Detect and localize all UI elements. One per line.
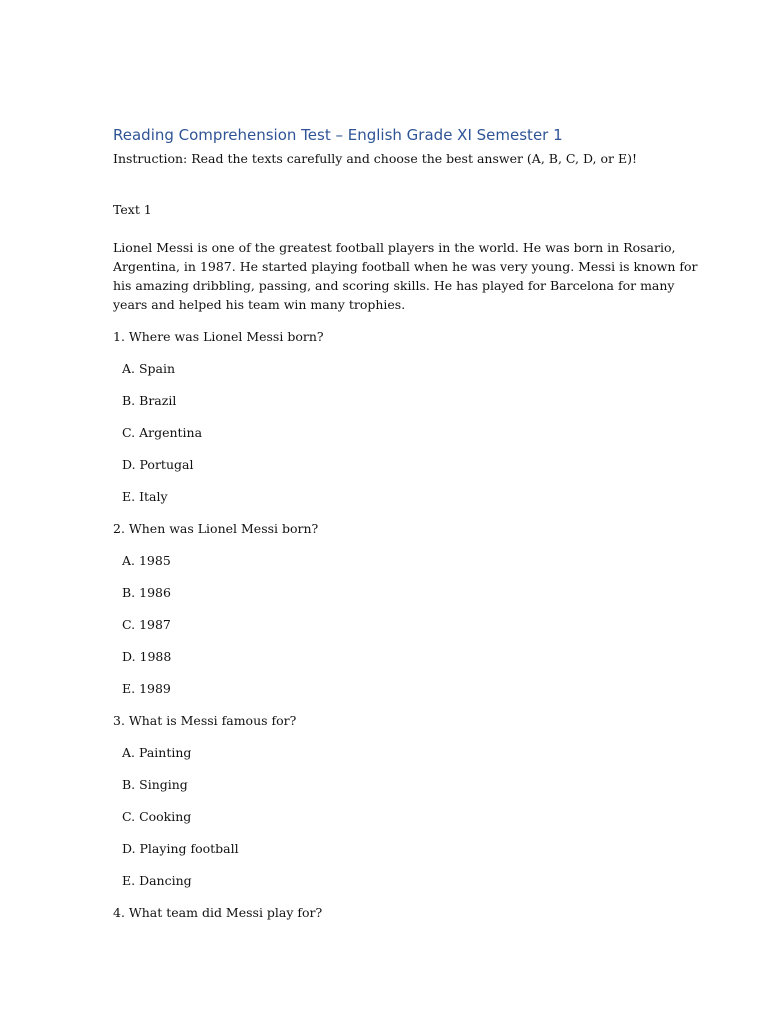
text-label: Text 1	[113, 202, 152, 217]
question-1: 1. Where was Lionel Messi born?	[113, 329, 324, 344]
reading-passage	[113, 238, 698, 314]
passage-line: his amazing dribbling, passing, and scoring skills. He has played for Barcelona for many	[113, 278, 675, 293]
answer-option: C. 1987	[122, 617, 171, 632]
instruction-text: Instruction: Read the texts carefully and choose the best answer (A, B, C, D, or E)!	[113, 151, 637, 166]
answer-option: A. Spain	[122, 361, 176, 376]
answer-option: A. 1985	[122, 553, 171, 568]
question-4: 4. What team did Messi play for?	[113, 905, 323, 920]
document-title: Reading Comprehension Test – English Grade XI Semester 1	[113, 126, 563, 144]
passage-line: Argentina, in 1987. He started playing football when he was very young. Messi is known for	[113, 259, 698, 274]
answer-option: C. Argentina	[122, 425, 203, 440]
answer-option: E. 1989	[122, 681, 171, 696]
answer-option: B. Brazil	[122, 393, 177, 408]
answer-option: E. Dancing	[122, 873, 192, 888]
question-2: 2. When was Lionel Messi born?	[113, 521, 319, 536]
answer-option: D. Portugal	[122, 457, 194, 472]
question-list	[113, 327, 673, 935]
passage-line: Lionel Messi is one of the greatest football players in the world. He was born in Rosario,	[113, 240, 676, 255]
answer-option: B. 1986	[122, 585, 171, 600]
answer-option: E. Italy	[122, 489, 168, 504]
passage-line: years and helped his team win many trophies.	[113, 297, 406, 312]
question-3: 3. What is Messi famous for?	[113, 713, 297, 728]
answer-option: D. 1988	[122, 649, 172, 664]
answer-option: A. Painting	[122, 745, 192, 760]
answer-option: B. Singing	[122, 777, 188, 792]
answer-option: D. Playing football	[122, 841, 239, 856]
answer-option: C. Cooking	[122, 809, 192, 824]
